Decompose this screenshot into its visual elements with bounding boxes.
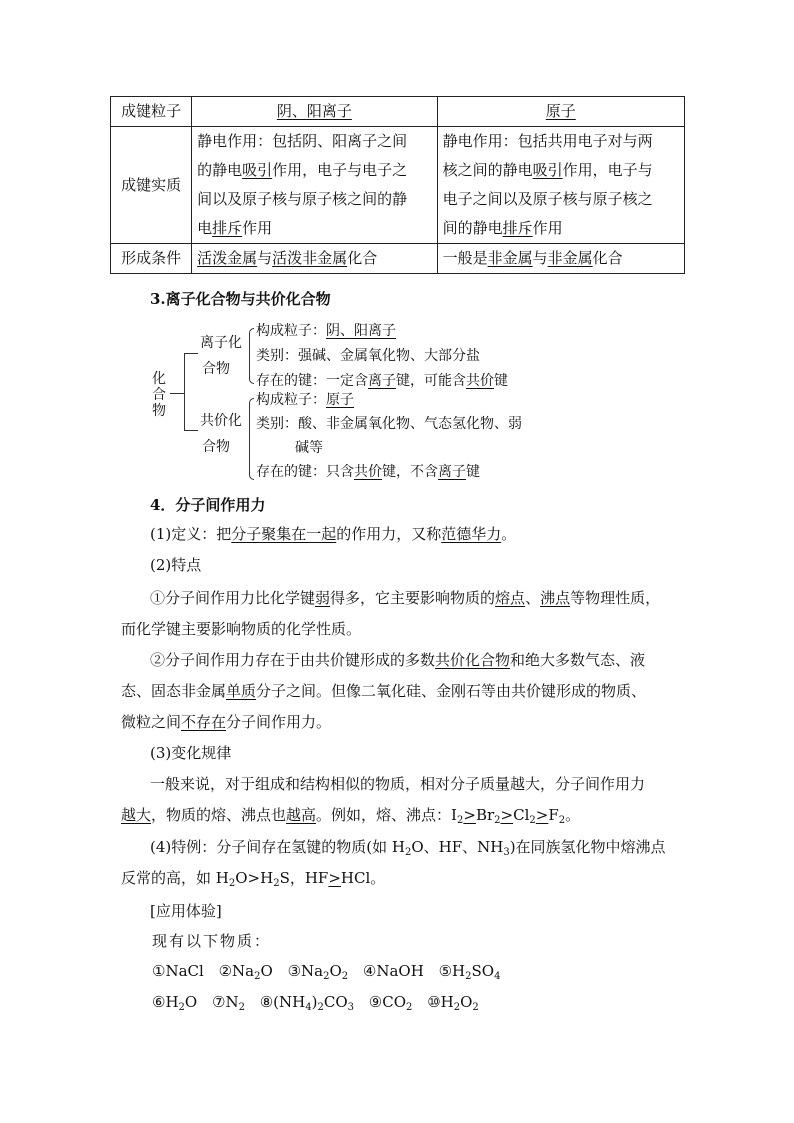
covalent-category: 碱等 (295, 440, 323, 456)
section-3-title: 3.离子化合物与共价化合物 (150, 290, 331, 308)
row-label: 成键粒子 (111, 97, 192, 127)
ionic-compound-label: 离子化 (200, 335, 242, 351)
covalent-composition: 构成粒子：原子 (256, 392, 354, 408)
feature-1-line: ①分子间作用力比化学键弱得多，它主要影响物质的熔点、沸点等物理性质， (150, 589, 661, 607)
root-label: 物 (152, 403, 166, 419)
list-item: $③Na_2O_2$ (287, 962, 349, 982)
row-label: 成键实质 (111, 127, 192, 244)
list-item: ①NaCl (152, 962, 204, 980)
covalent-cell: 静电作用：包括共用电子对与两 核之间的静电吸引作用，电子与 电子之间以及原子核与原子核之 间的静电排斥作用 (437, 127, 684, 244)
list-item: $⑦N_2$ (212, 993, 245, 1013)
ionic-composition: 构成粒子：阴、阳离子 (256, 323, 396, 339)
feature-2-line: 微粒之间不存在分子间作用力。 (121, 713, 332, 731)
substance-list-row-1 (152, 962, 510, 980)
covalent-compound-label: 共价化 (200, 413, 242, 429)
ionic-bonds: 存在的键：一定含离子键，可能含共价键 (256, 373, 508, 389)
row-label: 形成条件 (111, 244, 192, 274)
ionic-cell: 活泼金属与活泼非金属化合 (192, 244, 437, 274)
substance-list-row-2 (152, 993, 489, 1011)
connector (170, 393, 184, 394)
connector (184, 430, 198, 431)
special-case-line: (4)特例：分子间存在氢键的物质(如 $H_2O$、HF、$NH_3$)在同族氢化物中熔沸点 (150, 838, 666, 858)
list-item: $⑥H_2O$ (152, 993, 198, 1013)
root-label: 合 (152, 387, 166, 403)
ionic-compound-label: 合物 (202, 361, 230, 377)
feature-2-line: ②分子间作用力存在于由共价键形成的多数共价化合物和绝大多数气态、液 (150, 651, 646, 669)
application-intro: 现有以下物质： (152, 932, 272, 950)
bond-comparison-table (110, 96, 685, 274)
list-item: $⑩H_2O_2$ (427, 993, 479, 1013)
ionic-cell: 静电作用：包括阴、阳离子之间 的静电吸引作用，电子与电子之 间以及原子核与原子核之间的静 电排斥作用 (192, 127, 437, 244)
table-row (111, 127, 685, 244)
ionic-category: 类别：强碱、金属氧化物、大部分盐 (256, 348, 480, 364)
connector (184, 353, 185, 431)
section-4-title: 4．分子间作用力 (150, 496, 266, 514)
list-item: ④NaOH (362, 962, 424, 980)
list-item: $⑤H_2SO_4$ (438, 962, 501, 982)
feature-1-line: 而化学键主要影响物质的化学性质。 (121, 620, 362, 638)
compound-classification-diagram (150, 318, 570, 488)
special-case-line: 反常的高，如 $H_2O>H_2S$，HF>HCl。 (121, 869, 386, 889)
root-label: 化 (152, 371, 166, 387)
application-title: [应用体验] (150, 902, 222, 920)
brace (249, 328, 254, 384)
brace (249, 398, 254, 480)
connector (184, 353, 198, 354)
list-item: $⑨CO_2$ (368, 993, 413, 1013)
covalent-cell: 原子 (437, 97, 684, 127)
change-line: 一般来说，对于组成和结构相似的物质，相对分子质量越大，分子间作用力 (150, 775, 646, 793)
feature-2-line: 态、固态非金属单质分子之间。但像二氧化硅、金刚石等由共价键形成的物质、 (121, 682, 647, 700)
change-title: (3)变化规律 (150, 744, 232, 762)
covalent-category: 类别：酸、非金属氧化物、气态氢化物、弱 (256, 416, 522, 432)
feature-title: (2)特点 (150, 556, 202, 574)
ionic-cell: 阴、阳离子 (192, 97, 437, 127)
definition-line: (1)定义：把分子聚集在一起的作用力，又称范德华力。 (150, 525, 517, 543)
list-item: $⑧(NH_4)_2CO_3$ (259, 993, 355, 1013)
covalent-compound-label: 合物 (202, 439, 230, 455)
covalent-cell: 一般是非金属与非金属化合 (437, 244, 684, 274)
covalent-bonds: 存在的键：只含共价键，不含离子键 (256, 464, 480, 480)
list-item: $②Na_2O$ (218, 962, 273, 982)
table-row (111, 244, 685, 274)
table-row (111, 97, 685, 127)
change-line: 越大，物质的熔、沸点也越高。例如，熔、沸点：$I_2>Br_2>Cl_2>F_2$。 (121, 806, 581, 826)
